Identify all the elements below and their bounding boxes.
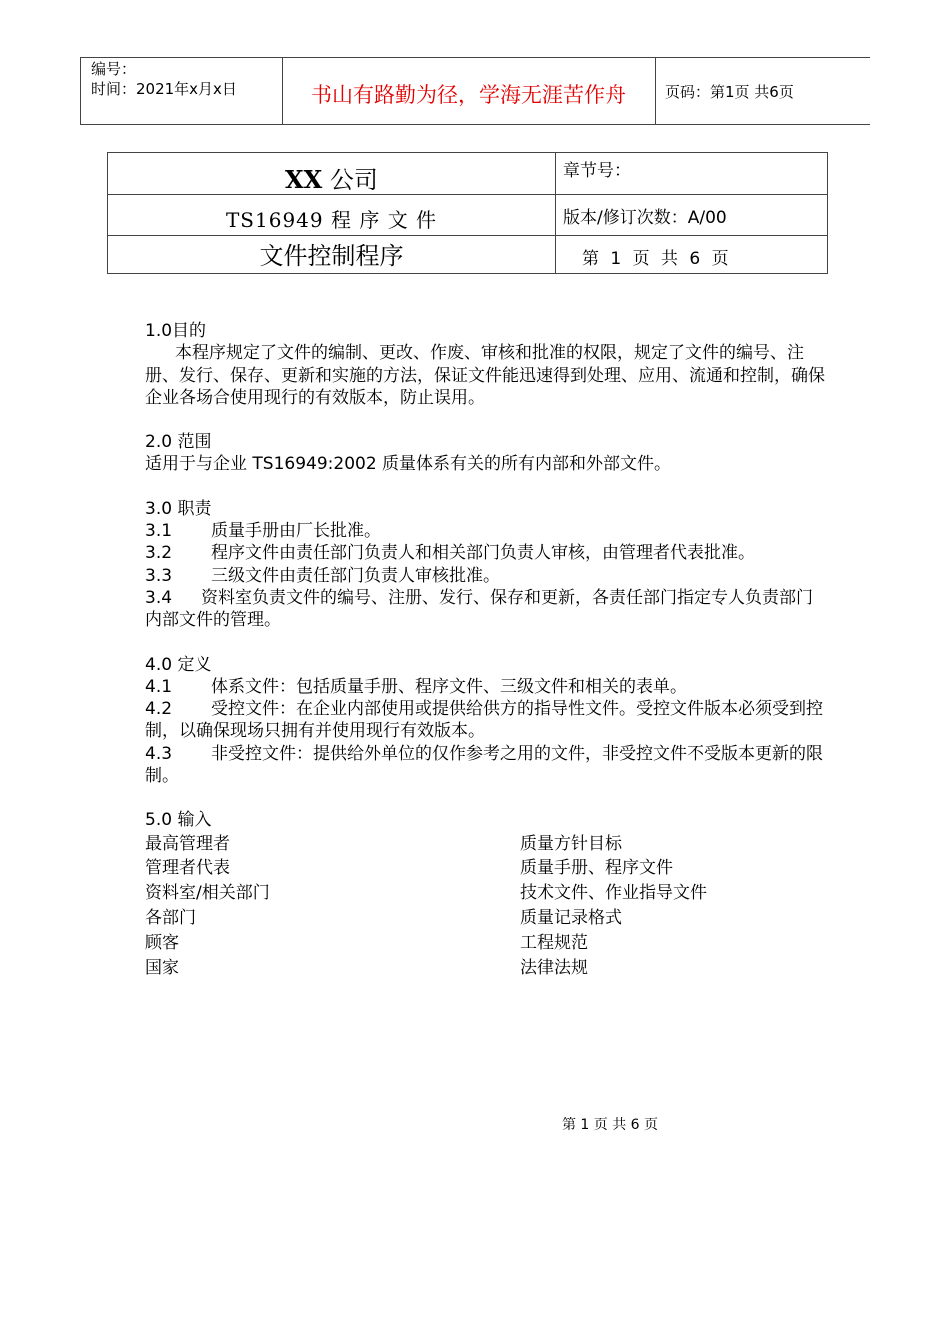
- section-2-title: 2.0 范围: [145, 432, 212, 453]
- date-label: 时间：2021年x月x日: [91, 80, 237, 98]
- item-text: 非受控文件：提供给外单位的仅作参考之用的文件，非受控文件不受版本更新的限制。: [145, 743, 823, 787]
- input-left-item: 国家: [145, 957, 179, 978]
- page-info: 第 1 页 共 6 页: [582, 249, 732, 269]
- list-item: [145, 698, 825, 743]
- item-number: 3.1: [145, 521, 173, 542]
- item-text: 质量手册由厂长批准。: [211, 521, 381, 542]
- input-left-item: 最高管理者: [145, 833, 230, 854]
- list-item: [145, 565, 825, 587]
- input-right-item: 技术文件、作业指导文件: [520, 883, 707, 904]
- document-header: [80, 57, 870, 125]
- item-number: 3.3: [145, 565, 173, 586]
- document-body: [145, 320, 825, 979]
- item-number: 4.2: [145, 699, 173, 720]
- chapter-label: 章节号：: [563, 161, 631, 181]
- item-text: 资料室负责文件的编号、注册、发行、保存和更新，各责任部门指定专人负责部门内部文件的管理。: [145, 587, 813, 631]
- input-right-item: 质量记录格式: [520, 908, 622, 929]
- section-3-title: 3.0 职责: [145, 498, 212, 519]
- list-item: [145, 743, 825, 788]
- doc-type: TS16949 程 序 文 件: [225, 208, 438, 232]
- page-footer: 第 1 页 共 6 页: [561, 1117, 659, 1133]
- section-5-title: 5.0 输入: [145, 810, 212, 831]
- page-label: 页码：第1页 共6页: [665, 83, 794, 101]
- item-text: 三级文件由责任部门负责人审核批准。: [211, 565, 500, 586]
- section-1-title: 1.0目的: [145, 321, 207, 341]
- list-item: [145, 520, 825, 542]
- motto: 书山有路勤为径，学海无涯苦作舟: [311, 83, 626, 107]
- section-1-text: 本程序规定了文件的编制、更改、作废、审核和批准的权限，规定了文件的编号、注册、发行、保存、更新和实施的方法，保证文件能迅速得到处理、应用、流通和控制，确保企业各场合使用现行的有效版本，防止误用。: [145, 343, 825, 408]
- item-text: 体系文件：包括质量手册、程序文件、三级文件和相关的表单。: [211, 676, 687, 697]
- input-table: [145, 833, 825, 979]
- input-left-item: 管理者代表: [145, 858, 230, 879]
- procedure-name: 文件控制程序: [259, 242, 404, 270]
- input-right-item: 法律法规: [520, 957, 588, 978]
- item-number: 4.3: [145, 743, 173, 764]
- header-motto-cell: [282, 58, 656, 124]
- company-name: [108, 160, 555, 195]
- section-2-text: 适用于与企业 TS16949:2002 质量体系有关的所有内部和外部文件。: [145, 454, 672, 475]
- company-name-bold: XX: [285, 165, 323, 194]
- item-number: 3.2: [145, 543, 173, 564]
- item-number: 4.1: [145, 676, 173, 697]
- header-meta-cell: [81, 58, 283, 124]
- list-item: [145, 587, 825, 632]
- title-block-divider: [555, 153, 556, 273]
- item-text: 程序文件由责任部门负责人和相关部门负责人审核，由管理者代表批准。: [211, 543, 755, 564]
- list-item: [145, 676, 825, 698]
- item-text: 受控文件：在企业内部使用或提供给供方的指导性文件。受控文件版本必须受到控制，以确保现场只拥有并使用现行有效版本。: [145, 699, 823, 742]
- list-item: [145, 542, 825, 564]
- header-page-cell: [655, 58, 869, 124]
- input-left-item: 顾客: [145, 932, 179, 953]
- number-label: 编号：: [91, 60, 137, 78]
- input-left-item: 各部门: [145, 908, 196, 929]
- input-right-item: 质量手册、程序文件: [520, 858, 673, 879]
- company-name-rest: 公司: [322, 166, 378, 194]
- section-4-title: 4.0 定义: [145, 654, 212, 675]
- input-right-item: 工程规范: [520, 932, 588, 953]
- version-label: 版本/修订次数：A/00: [563, 208, 727, 228]
- title-block: [107, 152, 828, 274]
- input-left-item: 资料室/相关部门: [145, 883, 270, 904]
- input-right-item: 质量方针目标: [520, 833, 622, 854]
- item-number: 3.4: [145, 587, 173, 608]
